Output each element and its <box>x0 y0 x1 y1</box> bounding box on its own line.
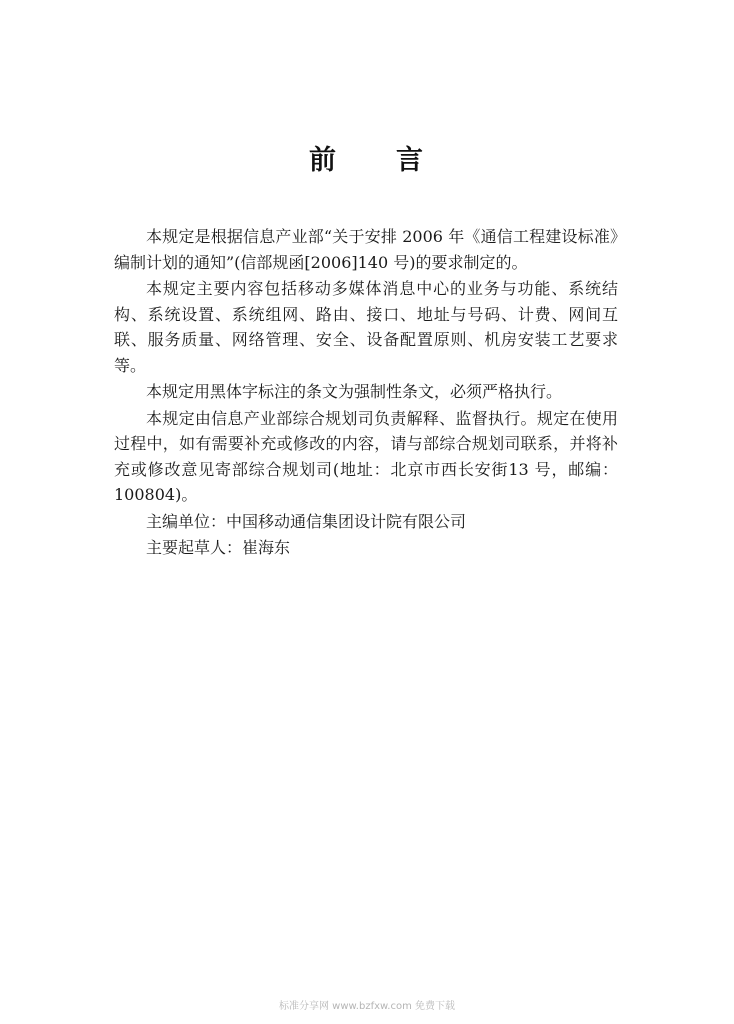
paragraph-interpretation: 本规定由信息产业部综合规划司负责解释、监督执行。规定在使用过程中，如有需要补充或修改的内容，请与部综合规划司联系，并将补充或修改意见寄部综合规划司(地址：北京市西长安街13 号，邮编：100804)。 <box>114 408 618 504</box>
paragraph-mandatory: 本规定用黑体字标注的条文为强制性条文，必须严格执行。 <box>146 382 563 401</box>
title-char-1: 前 <box>309 145 338 176</box>
preface-body <box>114 224 618 562</box>
footer-watermark: 标准分享网 www.bzfxw.com 免费下载 <box>279 1001 455 1012</box>
main-drafter: 主要起草人：崔海东 <box>146 538 291 557</box>
editor-unit: 主编单位：中国移动通信集团设计院有限公司 <box>146 511 467 531</box>
title-char-2: 言 <box>396 145 425 176</box>
page-title <box>0 138 734 177</box>
paragraph-contents: 本规定主要内容包括移动多媒体消息中心的业务与功能、系统结构、系统设置、系统组网、路由、接口、地址与号码、计费、网间互联、服务质量、网络管理、安全、设备配置原则、机房安装工艺要求等。 <box>114 279 618 375</box>
paragraph-basis: 本规定是根据信息产业部“关于安排 2006 年《通信工程建设标准》编制计划的通知”(信部规函[2006]140 号)的要求制定的。 <box>114 227 618 272</box>
